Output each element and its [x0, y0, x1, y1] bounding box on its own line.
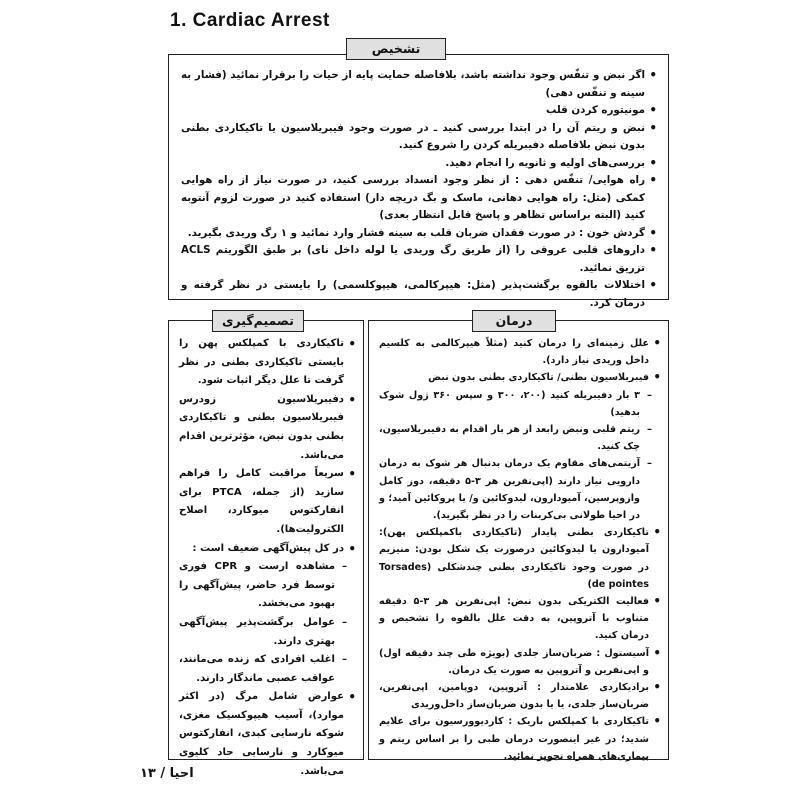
diagnosis-list [181, 67, 658, 312]
list-item: • در کل پیش‌آگهی ضعیف است : [179, 540, 357, 559]
decision-list [179, 335, 357, 781]
list-item: • فیبریلاسیون بطنی/ تاکیکاردی بطنی بدون نبض [379, 369, 662, 386]
list-item: • مونیتوره کردن قلب [181, 102, 658, 120]
list-item: • بررسی‌های اولیه و ثانویه را انجام دهید. [181, 155, 658, 173]
list-item: • تاکیکاردی بطنی پایدار (تاکیکاردی باکمپلکس پهن): آمیودارون یا لیدوکائین درصورت یک شکل بودن: منیزیم در صورت وجود تاکیکاردی بطنی چندشکلی (Torsades de pointes) [379, 524, 662, 593]
diagnosis-section [168, 54, 669, 309]
list-item: • داروهای قلبی عروقی را (از طریق رگ وریدی یا لوله داخل نای) بر طبق الگوریتم ACLS تزریق نمائید. [181, 242, 658, 277]
page-footer: احیا / ۱۳ [140, 766, 194, 781]
list-item: • راه هوایی/ تنفّس دهی : از نظر وجود انسداد بررسی کنید، در صورت نیاز از راه هوایی کمکی (مثل: راه هوایی دهانی، ماسک و بگ دریچه دار) استفاده کنید در صورت لزوم آنتوبه کنید (البته براساس تظاهر و پاسخ قابل انتظار بعدی) [181, 172, 658, 225]
sub-list-item: – مشاهده ارست و CPR فوری توسط فرد حاضر، پیش‌آگهی را بهبود می‌بخشد. [179, 558, 357, 614]
list-item: • اختلالات بالقوه برگشت‌پذیر (مثل: هیپرکالمی، هیپوکلسمی) را بایستی در نظر گرفته و درمان کرد. [181, 277, 658, 312]
list-item: • گردش خون : در صورت فقدان ضربان قلب به سینه فشار وارد نمائید و ۱ رگ وریدی بگیرید. [181, 225, 658, 243]
list-item: • فعالیت الکتریکی بدون نبض: اپی‌نفرین هر ۳-۵ دقیقه متناوب با آتروپین، به دقت علل بالقوه را تشخیص و درمان کنید. [379, 593, 662, 645]
list-item: • تاکیکاردی با کمپلکس باریک : کاردیوورسیون برای علایم شدید؛ در غیر اینصورت درمان طبی را بر اساس ریتم و بیماری‌های همراه تجویز نمائید. [379, 713, 662, 765]
diagnosis-heading: تشخیص [346, 38, 446, 60]
page-title: 1. Cardiac Arrest [170, 10, 330, 31]
list-item: • عوارض شامل مرگ (در اکثر موارد)، آسیب هیپوکسیک مغزی، شوکه نارسایی کبدی، انفارکتوس میوکارد و نارسایی حاد کلیوی می‌باشد. [179, 688, 357, 781]
decision-heading: تصمیم‌گیری [212, 310, 304, 332]
sub-list-item: – ریتم قلبی ونبض رابعد از هر بار اقدام به دفیبریلاسیون، چک کنید. [379, 421, 662, 455]
treatment-heading: درمان [472, 310, 556, 332]
list-item: • تاکیکاردی با کمپلکس پهن را بایستی تاکیکاردی بطنی در نظر گرفت تا علل دیگر اثبات شود. [179, 335, 357, 391]
decision-section [168, 320, 364, 777]
treatment-section [368, 320, 669, 760]
sub-list-item: – اغلب افرادی که زنده می‌مانند، عواقب عصبی ماندگار دارند. [179, 651, 357, 688]
list-item: • دفیبریلاسیون زودرس فیبریلاسیون بطنی و تاکیکاردی بطنی بدون نبض، مؤثرترین اقدام می‌باشد. [179, 391, 357, 465]
sub-list-item: – آریتمی‌های مقاوم یک درمان بدنبال هر شوک به درمان دارویی نیاز دارند (اپی‌نفرین هر ۳-۵ دقیقه، دوز کامل وازوپرسین، آمیودارون، لیدوکائین و/ یا پروکائین آمید؛ و در احیا طولانی بی‌کربنات را در نظر بگیرید). [379, 455, 662, 524]
list-item: • برادیکاردی علامتدار : آتروپین، دوپامین، اپی‌نفرین، ضربان‌ساز جلدی، یا یا بدون ضربان‌ساز داخل‌وریدی [379, 679, 662, 713]
list-item: • نبض و ریتم آن را در ابتدا بررسی کنید ـ در صورت وجود فیبریلاسیون یا تاکیکاردی بطنی بدون نبض بلافاصله دفیبریله کردن را شروع کنید. [181, 120, 658, 155]
list-item: • آسیستول : ضربان‌ساز جلدی (بویژه طی چند دقیقه اول) و اپی‌نفرین و آتروپین به صورت یک درمان. [379, 645, 662, 679]
list-item: • علل زمینه‌ای را درمان کنید (مثلاً هیپرکالمی به کلسیم داخل وریدی نیاز دارد). [379, 335, 662, 369]
list-item: • اگر نبض و تنفّس وجود نداشته باشد، بلافاصله حمایت پایه از حیات را برقرار نمائید (فشار به سینه و تنفّس دهی) [181, 67, 658, 102]
sub-list-item: – ۳ بار دفیبریله کنید (۲۰۰، ۳۰۰ و سپس ۳۶۰ ژول شوک بدهید) [379, 387, 662, 421]
list-item: • سریعاً مراقبت کامل را فراهم سازید (از جمله، PTCA برای انفارکتوس میوکارد، اصلاح الکترولیت‌ها). [179, 465, 357, 539]
sub-list-item: – عوامل برگشت‌پذیر پیش‌آگهی بهتری دارند. [179, 614, 357, 651]
treatment-list [379, 335, 662, 765]
